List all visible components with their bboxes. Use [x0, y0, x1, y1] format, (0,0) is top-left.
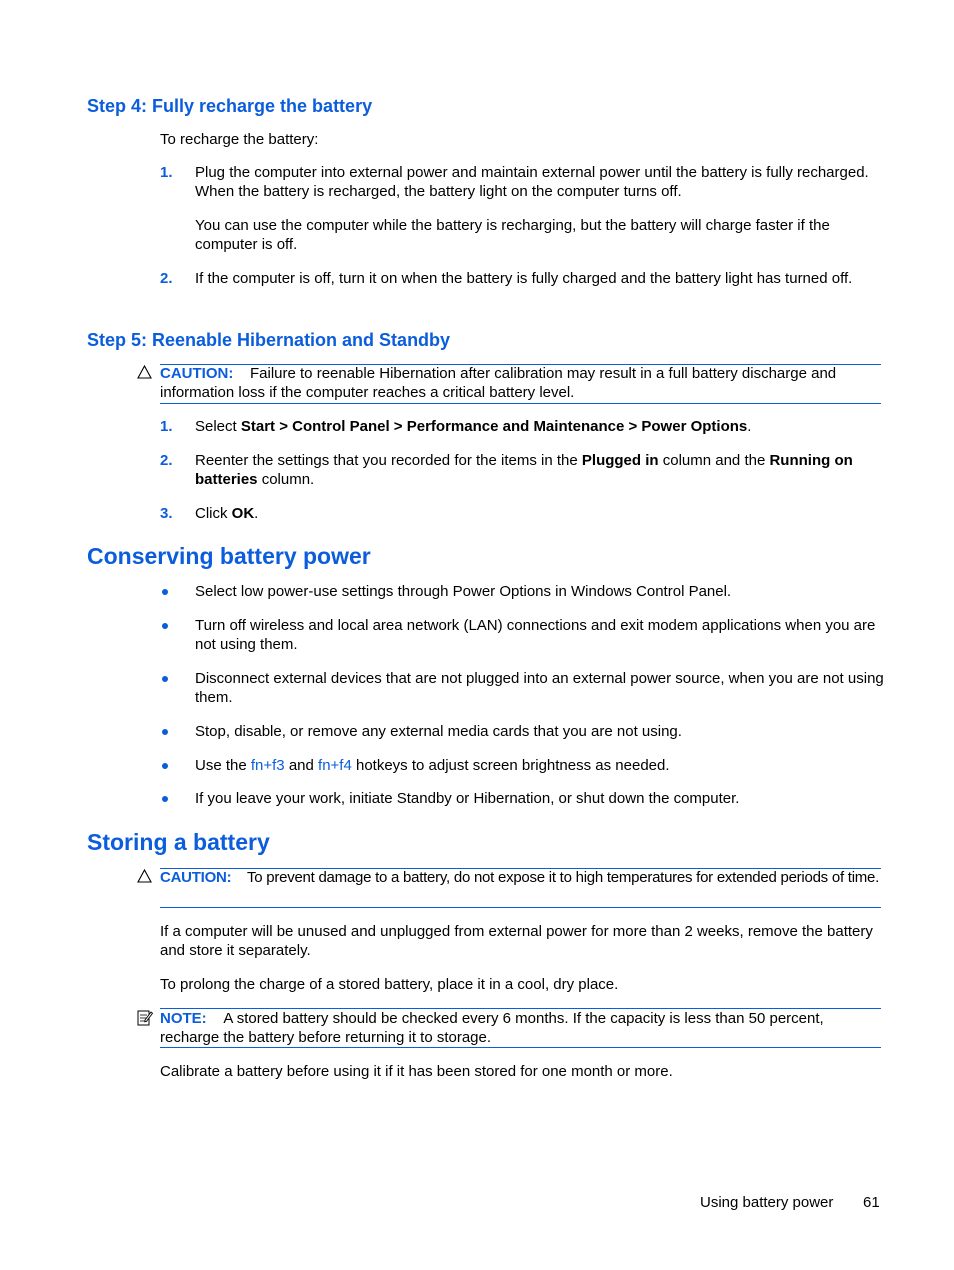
caution-text: Failure to reenable Hibernation after calibration may result in a full battery discharge and information loss if the computer reaches a critical battery level.: [160, 365, 837, 401]
step5-item2-number: 2.: [160, 452, 173, 469]
bullet-dot: [162, 763, 168, 769]
note-bottom-rule: [160, 1047, 881, 1048]
step4-heading: Step 4: Fully recharge the battery: [87, 96, 373, 116]
caution-text: To prevent damage to a battery, do not expose it to high temperatures for extended periods of time.: [247, 869, 880, 886]
caution-label: CAUTION:: [160, 869, 232, 886]
note-label: NOTE:: [160, 1010, 207, 1027]
storing-para-1: If a computer will be unused and unplugged from external power for more than 2 weeks, remove the battery and store it separately.: [160, 923, 873, 959]
conserving-bullet-6: If you leave your work, initiate Standby or Hibernation, or shut down the computer.: [195, 790, 740, 807]
conserving-bullet-3: Disconnect external devices that are not plugged into an external power source, when you are not using them.: [195, 670, 884, 706]
step4-item1-extra: You can use the computer while the battery is recharging, but the battery will charge faster if the computer is off.: [195, 217, 830, 253]
conserving-bullet-1: Select low power-use settings through Power Options in Windows Control Panel.: [195, 583, 732, 600]
conserving-bullet-2: Turn off wireless and local area network (LAN) connections and exit modem applications when you are not using them.: [195, 617, 876, 653]
step4-intro: To recharge the battery:: [160, 131, 319, 148]
bullet-dot: [162, 589, 168, 595]
note-text: A stored battery should be checked every 6 months. If the capacity is less than 50 percent, recharge the battery before returning it to storage.: [160, 1010, 824, 1046]
storing-para-3: Calibrate a battery before using it if it has been stored for one month or more.: [160, 1063, 673, 1080]
step5-item3-number: 3.: [160, 505, 173, 522]
step4-item2-number: 2.: [160, 270, 173, 287]
bullet-dot: [162, 796, 168, 802]
conserving-bullet-4: Stop, disable, or remove any external media cards that you are not using.: [195, 723, 682, 740]
caution-bottom-rule: [160, 907, 881, 908]
storing-caution: [160, 868, 881, 887]
step5-heading: Step 5: Reenable Hibernation and Standby: [87, 330, 451, 350]
step5-item3-text: Click OK.: [195, 505, 259, 522]
step5-item2-text: Reenter the settings that you recorded for the items in the Plugged in column and the Running on batteries column.: [195, 452, 853, 488]
fn-f3-link[interactable]: fn+f3: [250, 757, 285, 774]
storing-para-2: To prolong the charge of a stored battery, place it in a cool, dry place.: [160, 976, 619, 993]
step5-item1-text: Select Start > Control Panel > Performance and Maintenance > Power Options.: [195, 418, 752, 435]
storing-heading: Storing a battery: [87, 829, 270, 855]
caution-triangle-icon: [137, 869, 152, 888]
step4-item2-text: If the computer is off, turn it on when the battery is fully charged and the battery light has turned off.: [195, 270, 853, 287]
caution-triangle-icon: [137, 365, 152, 384]
footer-page-number: 61: [863, 1194, 880, 1211]
note-pad-icon: [137, 1009, 153, 1031]
menu-path: Start > Control Panel > Performance and Maintenance > Power Options: [240, 418, 748, 435]
step5-caution: [160, 364, 881, 402]
fn-f4-link[interactable]: fn+f4: [318, 757, 352, 774]
bullet-dot: [162, 729, 168, 735]
bullet-dot: [162, 676, 168, 682]
conserving-heading: Conserving battery power: [87, 543, 371, 569]
step5-item1-number: 1.: [160, 418, 173, 435]
step4-item1-number: 1.: [160, 164, 173, 181]
footer-section-title: Using battery power: [700, 1194, 834, 1211]
caution-bottom-rule: [160, 403, 881, 404]
conserving-bullet-5: Use the fn+f3 and fn+f4 hotkeys to adjust screen brightness as needed.: [195, 757, 670, 774]
caution-label: CAUTION:: [160, 365, 234, 382]
step4-item1-text: Plug the computer into external power and maintain external power until the battery is fully recharged. When the battery is recharged, the battery light on the computer turns off.: [195, 164, 869, 200]
bullet-dot: [162, 623, 168, 629]
storing-note: [160, 1009, 881, 1047]
